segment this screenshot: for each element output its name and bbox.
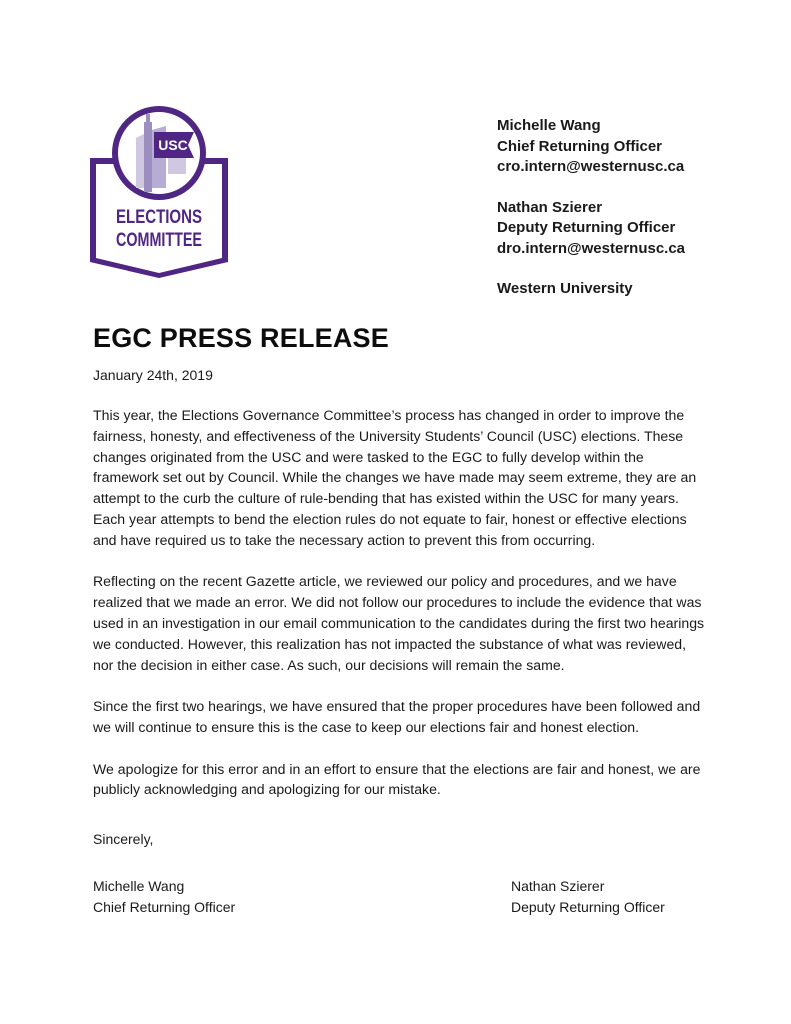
body-paragraph: Reflecting on the recent Gazette article, we reviewed our policy and procedures, and we have realized that we made an error. We did not follow our procedures to include the evidence that was used in an investigation in our email communication to the candidates during the first two hearings we conducted. However, this realization has not impacted the substance of what was reviewed, nor the decision in either case. As such, our decisions will remain the same. bbox=[93, 573, 705, 673]
contact-name: Nathan Szierer bbox=[497, 198, 603, 216]
signature-right bbox=[511, 876, 665, 917]
signature-role: Deputy Returning Officer bbox=[511, 898, 665, 915]
contact-email[interactable]: dro.intern@westernusc.ca bbox=[497, 239, 686, 257]
signature-name: Nathan Szierer bbox=[511, 878, 605, 894]
contact-cro bbox=[497, 116, 777, 178]
usc-flag-icon bbox=[154, 132, 194, 158]
contact-role: Chief Returning Officer bbox=[497, 137, 663, 155]
body-paragraph: Since the first two hearings, we have ensured that the proper procedures have been followed and we will continue to ensure this is the case to keep our elections fair and honest election. bbox=[93, 698, 701, 735]
logo-badge-text: USC bbox=[158, 137, 188, 153]
contact-name: Michelle Wang bbox=[497, 117, 601, 134]
contact-email[interactable]: cro.intern@westernusc.ca bbox=[497, 158, 685, 175]
signature-left bbox=[93, 876, 235, 917]
closing-salutation: Sincerely, bbox=[93, 831, 154, 847]
logo-line-2: COMMITTEE bbox=[116, 229, 202, 251]
body-paragraph: We apologize for this error and in an effort to ensure that the elections are fair and honest, we are publicly acknowledging and apologizing for our mistake. bbox=[93, 760, 701, 798]
signature-name: Michelle Wang bbox=[93, 878, 185, 894]
document-title: EGC PRESS RELEASE bbox=[93, 323, 389, 353]
contact-info bbox=[497, 116, 777, 300]
document-date: January 24th, 2019 bbox=[93, 367, 213, 383]
contact-role: Deputy Returning Officer bbox=[497, 219, 676, 236]
body-paragraph: This year, the Elections Governance Committee’s process has changed in order to improve the fairness, honesty, and effectiveness of the University Students’ Council (USC) elections. These changes originated from the USC and were tasked to the EGC to fully develop within the framework set out by Council. While the changes we have made may seem extreme, they are an attempt to the curb the culture of rule-bending that has existed within the USC for many years. Each year attempts to bend the election rules do not equate to fair, honest or effective elections and have required us to take the necessary action to prevent this from occurring. bbox=[93, 407, 697, 548]
logo-line-1: ELECTIONS bbox=[116, 206, 202, 228]
press-release-body bbox=[93, 405, 705, 821]
contact-dro bbox=[497, 198, 777, 260]
elections-committee-logo bbox=[86, 102, 232, 280]
organization-name: Western University bbox=[497, 280, 633, 297]
signature-role: Chief Returning Officer bbox=[93, 898, 236, 915]
